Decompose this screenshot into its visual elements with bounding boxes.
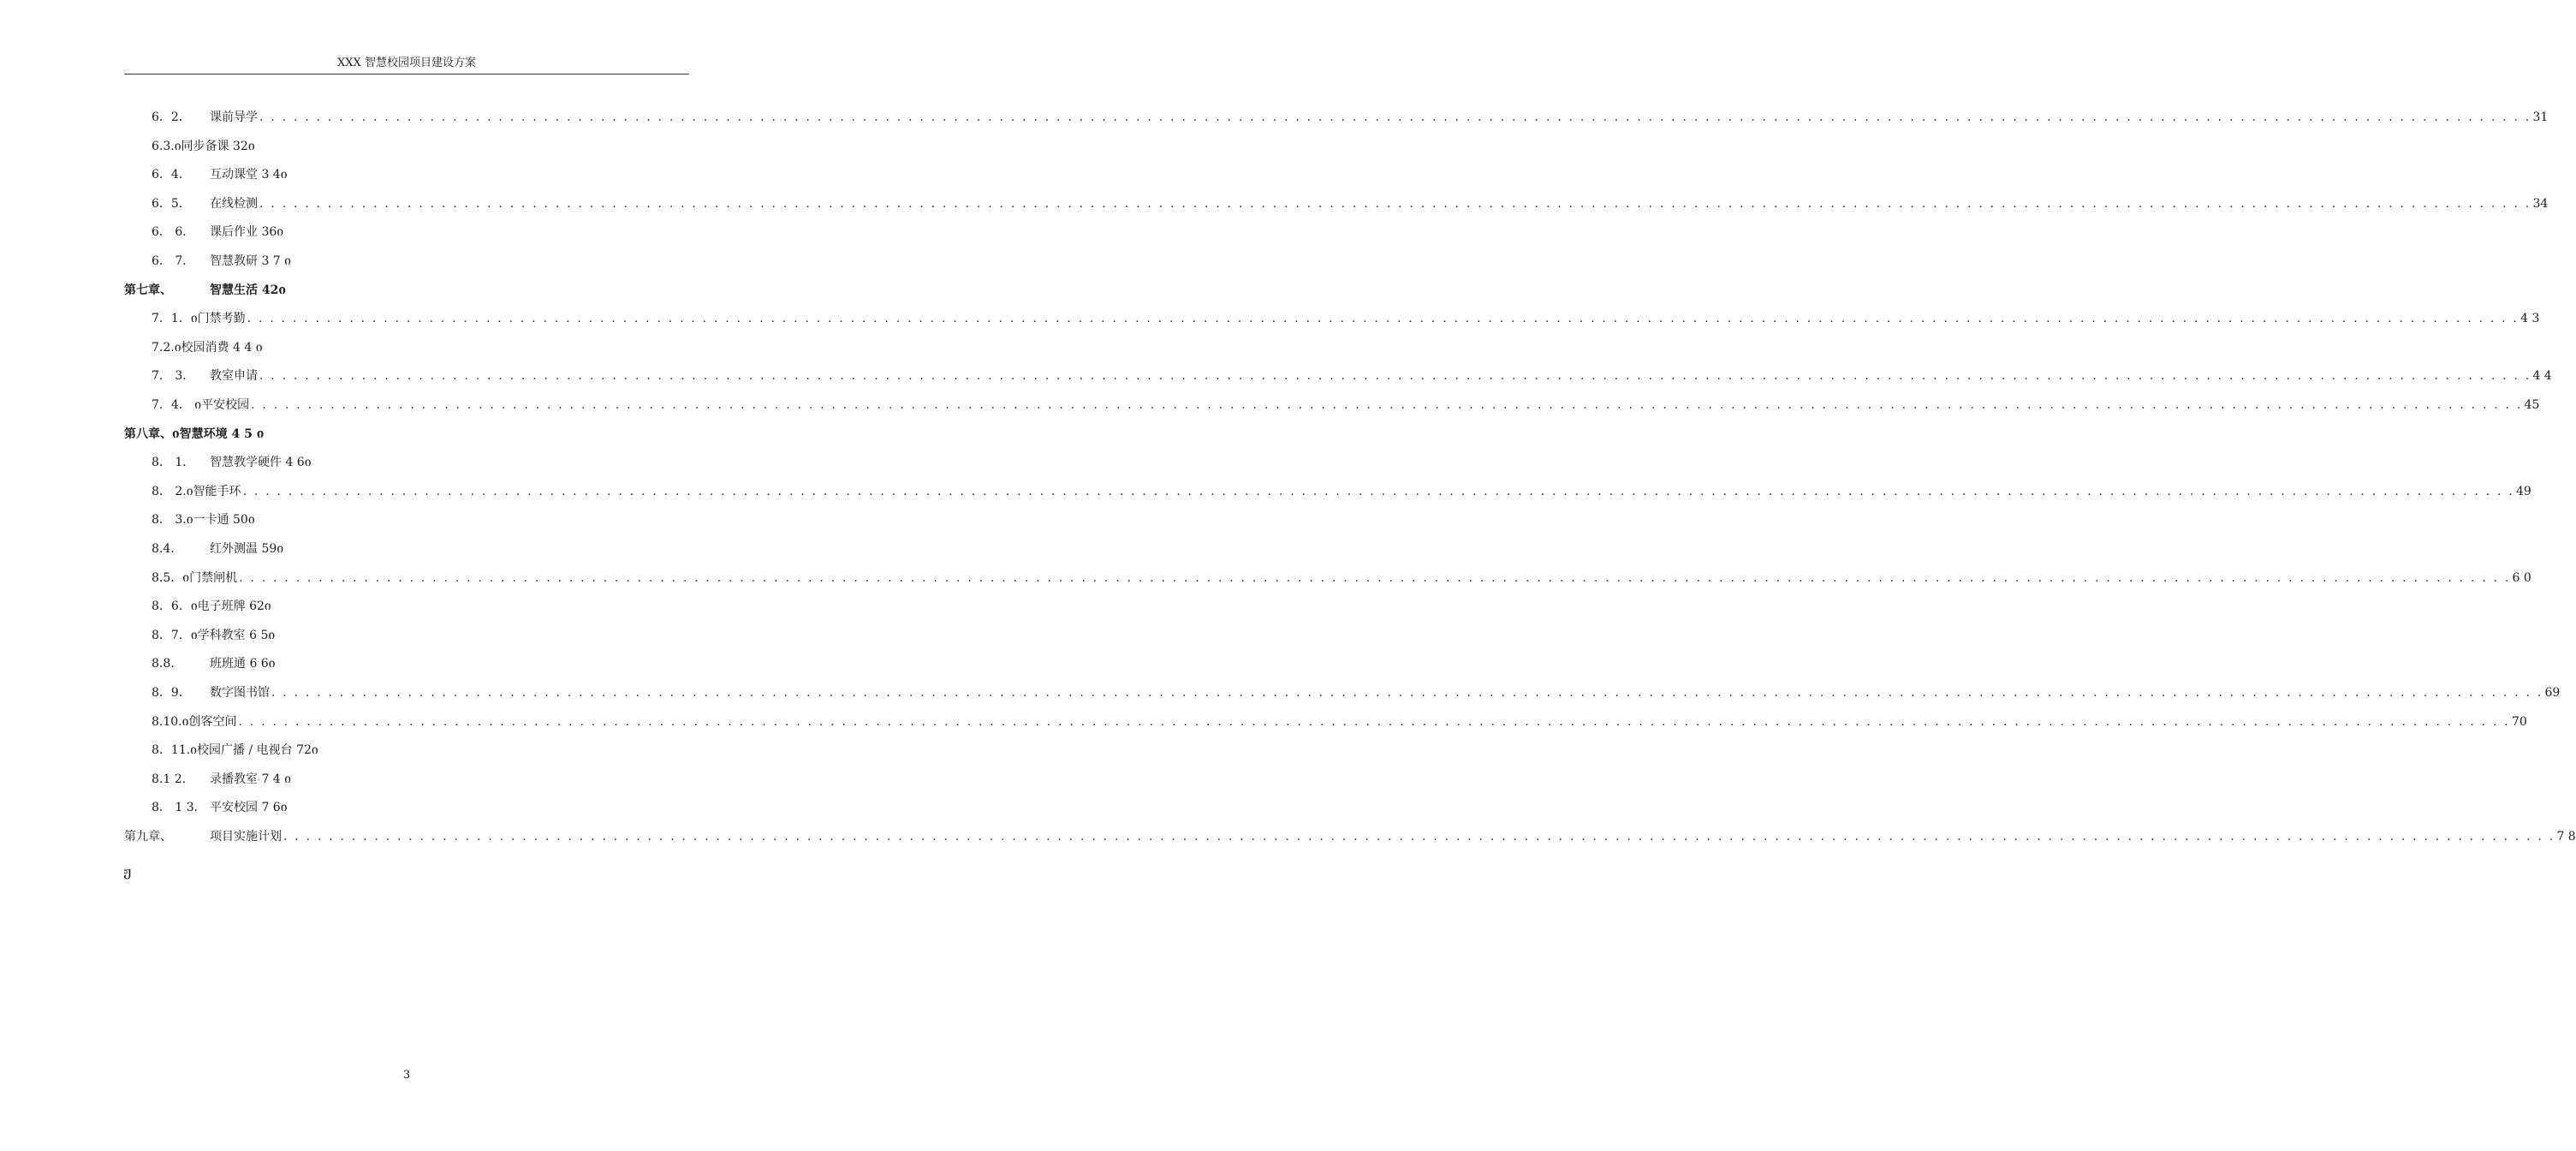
header-title: XXX 智慧校园项目建设方案 [337,57,476,69]
toc-entry[interactable] [124,654,689,673]
page-number: 3 [402,1069,411,1082]
toc-page-number: 6 0 [2512,570,2531,585]
toc-section-title: 平安校园 7 6ი [210,801,288,815]
toc-section-number: 8． 1． [152,456,195,470]
toc-section-title: 班班通 6 6ი [210,657,276,671]
toc-entry-text: 第八章、ი智慧环境 4 5 ი [124,426,265,441]
toc-section-title: 录播教室 7 4 ი [210,772,291,786]
toc-entry-row [210,367,2552,385]
toc-section-number: 6．4． [152,168,191,182]
toc-page-number: 31 [2532,110,2549,124]
toc-entry[interactable] [124,137,689,156]
toc-entry[interactable] [124,252,689,271]
toc-section-title: 智慧生活 42ი [210,283,286,297]
toc-section-number: 8． 1 3． [152,801,206,815]
toc-entry-text: 8．7．ი学科教室 6 5ი [152,628,276,642]
toc-entry[interactable] [124,367,2552,385]
toc-entry-text: 8． 3.ი一卡通 50ი [152,513,255,528]
toc-entry-row [152,309,2540,328]
toc-section-title: 红外测温 59ი [210,542,284,556]
toc-entry[interactable] [124,165,689,184]
toc-section-number: 8.1 2． [152,772,194,786]
toc-entry-text: 6.3.ი同步备课 32ი [152,139,255,153]
dot-leader: . . . . . . . . . . . . . . . . . . . . . . . . . . . . . . . . . . . . . . . . . . . . . . . . . . . . . . . . . . . . . . . . . . . . . . . . . . . . . . . . . . . . . . . . . . . . . . . . . . . . . . . . . . . . . . . . . . . . . . . . . . . . . . . . . . . . . . . . . . . . . . . . . . . . . . . . . . . . . . . . . . . . . . . . . . . . . . . . . . . . . . . . . . . . . . . . . . . . . . . . [247,312,2519,326]
toc-section-number: 第九章、 [124,830,172,844]
toc-entry[interactable] [124,741,689,760]
toc-entry-row [152,482,2531,501]
toc-section-number: 6． 7． [152,254,195,268]
toc-entry-row [152,569,2531,587]
toc-section-title: 课后作业 36ი [210,225,284,240]
toc-entry-text: 8． 2.ი智能手环 [152,484,241,498]
toc-page-number: 4 3 [2520,312,2540,326]
toc-page-number: 7 8 [2556,830,2576,844]
toc-entry[interactable] [124,108,2549,127]
toc-entry-text: 8．11.ი校园广播 / 电视台 72ი [152,743,318,758]
toc-entry-text: 7.2.ი校园消费 4 4 ი [152,340,263,355]
toc-entry-row [152,396,2540,414]
toc-section-title: 项目实施计划 [210,830,282,844]
toc-section-number: 8．9． [152,686,191,700]
dot-leader: . . . . . . . . . . . . . . . . . . . . . . . . . . . . . . . . . . . . . . . . . . . . . . . . . . . . . . . . . . . . . . . . . . . . . . . . . . . . . . . . . . . . . . . . . . . . . . . . . . . . . . . . . . . . . . . . . . . . . . . . . . . . . . . . . . . . . . . . . . . . . . . . . . . . . . . . . . . . . . . . . . . . . . . . . . . . . . . . . . . . . . . . . . . . . . . . . . . . . . . . [251,398,2523,412]
toc-entry[interactable] [124,396,2540,414]
toc-page-number: 4 4 [2532,369,2552,384]
page-header [124,55,689,75]
toc-entry[interactable] [124,626,689,645]
toc-chapter-entry[interactable] [124,281,689,300]
dot-leader: . . . . . . . . . . . . . . . . . . . . . . . . . . . . . . . . . . . . . . . . . . . . . . . . . . . . . . . . . . . . . . . . . . . . . . . . . . . . . . . . . . . . . . . . . . . . . . . . . . . . . . . . . . . . . . . . . . . . . . . . . . . . . . . . . . . . . . . . . . . . . . . . . . . . . . . . . . . . . . . . . . . . . . . . . . . . . . . . . . . . . . . . . . . . . . . . . . . . . . . . [238,714,2510,729]
toc-section-title: 数字图书馆 [210,686,270,700]
toc-section-title: 课前导学 [210,110,258,124]
toc-entry[interactable] [124,683,2561,702]
toc-entry-row [210,827,2576,846]
toc-entry-text: 7．4． ი平安校园 [152,398,250,412]
toc-section-number: 6． 6． [152,225,195,240]
dot-leader: . . . . . . . . . . . . . . . . . . . . . . . . . . . . . . . . . . . . . . . . . . . . . . . . . . . . . . . . . . . . . . . . . . . . . . . . . . . . . . . . . . . . . . . . . . . . . . . . . . . . . . . . . . . . . . . . . . . . . . . . . . . . . . . . . . . . . . . . . . . . . . . . . . . . . . . . . . . . . . . . . . . . . . . . . . . . . . . . . . . . . . . . . . . . . . . . . . . . . . . . [239,570,2511,585]
toc-entry-text: 8.5．ი门禁闸机 [152,570,238,585]
toc-section-number: 7． 3． [152,369,195,384]
toc-entry[interactable] [124,309,2540,328]
toc-entry-text: 8.10.ი创客空间 [152,714,237,729]
toc-section-title: 教室申请 [210,369,258,384]
dot-leader: . . . . . . . . . . . . . . . . . . . . . . . . . . . . . . . . . . . . . . . . . . . . . . . . . . . . . . . . . . . . . . . . . . . . . . . . . . . . . . . . . . . . . . . . . . . . . . . . . . . . . . . . . . . . . . . . . . . . . . . . . . . . . . . . . . . . . . . . . . . . . . . . . . . . . . . . . . . . . . . . . . . . . . . . . . . . . . . . . . . . . . . . . . . . . . . . . . . . . . . . [283,830,2555,844]
toc-entry[interactable] [124,569,2531,587]
toc-entry-text: 7．1．ი门禁考勤 [152,312,246,326]
dot-leader: . . . . . . . . . . . . . . . . . . . . . . . . . . . . . . . . . . . . . . . . . . . . . . . . . . . . . . . . . . . . . . . . . . . . . . . . . . . . . . . . . . . . . . . . . . . . . . . . . . . . . . . . . . . . . . . . . . . . . . . . . . . . . . . . . . . . . . . . . . . . . . . . . . . . . . . . . . . . . . . . . . . . . . . . . . . . . . . . . . . . . . . . . . . . . . . . . . . . . . . . [271,686,2543,700]
toc-entry-row [152,713,2527,731]
toc-page-number: 34 [2532,196,2549,211]
toc-page-number: 45 [2524,398,2540,412]
toc-section-title: 智慧教研 3 7 ი [210,254,291,268]
toc-entry-row [210,194,2549,213]
toc-page-number: 49 [2516,484,2531,498]
toc-entry[interactable] [124,770,689,789]
toc-section-title: 互动课堂 3 4ი [210,168,288,182]
toc-chapter-entry[interactable] [124,425,689,444]
toc-entry[interactable] [124,194,2549,213]
toc-entry[interactable] [124,338,689,357]
toc-entry[interactable] [124,482,2531,501]
toc-page-number: 70 [2511,714,2527,729]
dot-leader: . . . . . . . . . . . . . . . . . . . . . . . . . . . . . . . . . . . . . . . . . . . . . . . . . . . . . . . . . . . . . . . . . . . . . . . . . . . . . . . . . . . . . . . . . . . . . . . . . . . . . . . . . . . . . . . . . . . . . . . . . . . . . . . . . . . . . . . . . . . . . . . . . . . . . . . . . . . . . . . . . . . . . . . . . . . . . . . . . . . . . . . . . . . . . . . . . . . . . . . . [242,484,2514,498]
toc-entry-row [210,108,2549,127]
toc-entry-row [210,683,2561,702]
toc-entry[interactable] [124,713,2527,731]
toc-entry[interactable] [124,798,689,817]
toc-entry[interactable] [124,597,689,616]
toc-section-number: 8.4． [152,542,183,556]
toc-entry[interactable] [124,223,689,242]
toc-section-title: 在线检测 [210,196,258,211]
toc-entry[interactable] [124,453,689,472]
toc-chapter-entry[interactable] [124,827,2576,846]
end-mark: ჟ [123,863,132,880]
dot-leader: . . . . . . . . . . . . . . . . . . . . . . . . . . . . . . . . . . . . . . . . . . . . . . . . . . . . . . . . . . . . . . . . . . . . . . . . . . . . . . . . . . . . . . . . . . . . . . . . . . . . . . . . . . . . . . . . . . . . . . . . . . . . . . . . . . . . . . . . . . . . . . . . . . . . . . . . . . . . . . . . . . . . . . . . . . . . . . . . . . . . . . . . . . . . . . . . . . . . . . . . [259,110,2531,124]
page-footer [0,1069,813,1082]
toc-section-number: 6．2． [152,110,191,124]
toc-section-number: 6．5． [152,196,191,211]
toc-section-number: 8.8. [152,657,175,671]
toc-entry[interactable] [124,510,689,529]
toc-page-number: 69 [2544,686,2561,700]
dot-leader: . . . . . . . . . . . . . . . . . . . . . . . . . . . . . . . . . . . . . . . . . . . . . . . . . . . . . . . . . . . . . . . . . . . . . . . . . . . . . . . . . . . . . . . . . . . . . . . . . . . . . . . . . . . . . . . . . . . . . . . . . . . . . . . . . . . . . . . . . . . . . . . . . . . . . . . . . . . . . . . . . . . . . . . . . . . . . . . . . . . . . . . . . . . . . . . . . . . . . . . . [259,369,2531,384]
toc-section-title: 智慧教学硬件 4 6ი [210,456,312,470]
dot-leader: . . . . . . . . . . . . . . . . . . . . . . . . . . . . . . . . . . . . . . . . . . . . . . . . . . . . . . . . . . . . . . . . . . . . . . . . . . . . . . . . . . . . . . . . . . . . . . . . . . . . . . . . . . . . . . . . . . . . . . . . . . . . . . . . . . . . . . . . . . . . . . . . . . . . . . . . . . . . . . . . . . . . . . . . . . . . . . . . . . . . . . . . . . . . . . . . . . . . . . . . [259,196,2531,211]
toc-section-number: 第七章、 [124,283,172,297]
toc-entry[interactable] [124,540,689,558]
toc-entry-text: 8．6．ი电子班牌 62ი [152,599,271,614]
